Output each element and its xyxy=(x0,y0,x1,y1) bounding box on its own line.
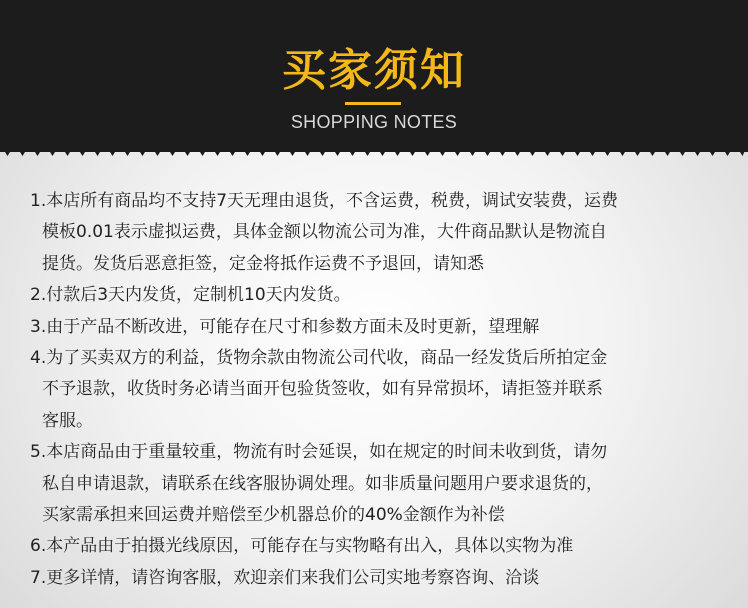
zigzag-edge xyxy=(0,144,748,162)
note-line: 7.更多详情，请咨询客服，欢迎亲们来我们公司实地考察咨询、洽谈 xyxy=(30,567,540,588)
note-item-6 xyxy=(30,531,730,562)
note-line: 6.本产品由于拍摄光线原因，可能存在与实物略有出入，具体以实物为准 xyxy=(30,536,574,557)
note-line: 4.为了买卖双方的利益，货物余款由物流公司代收，商品一经发货后所拍定金 xyxy=(30,348,608,369)
note-item-3 xyxy=(30,312,730,343)
note-line: 5.本店商品由于重量较重，物流有时会延误，如在规定的时间未收到货，请勿 xyxy=(30,442,608,463)
note-line: 模板0.01表示虚拟运费，具体金额以物流公司为准，大件商品默认是物流自 xyxy=(42,222,607,243)
note-item-2 xyxy=(30,280,730,311)
note-line: 不予退款，收货时务必请当面开包验货签收，如有异常损坏，请拒签并联系 xyxy=(42,379,603,400)
page-subtitle: SHOPPING NOTES xyxy=(290,112,458,132)
header-banner xyxy=(0,0,748,152)
notes-list xyxy=(30,186,730,594)
note-item-1 xyxy=(30,186,730,280)
note-line: 客服。 xyxy=(42,410,93,431)
note-line: 买家需承担来回运费并赔偿至少机器总价的40%金额作为补偿 xyxy=(42,505,505,526)
page-title: 买家须知 xyxy=(282,45,466,96)
title-underline xyxy=(345,102,401,105)
note-line: 1.本店所有商品均不支持7天无理由退货，不含运费，税费，调试安装费，运费 xyxy=(30,191,619,211)
note-line: 提货。发货后恶意拒签，定金将抵作运费不予退回，请知悉 xyxy=(42,253,484,274)
note-line: 2.付款后3天内发货，定制机10天内发货。 xyxy=(30,285,351,306)
note-item-7 xyxy=(30,563,730,594)
note-item-4 xyxy=(30,343,730,437)
note-item-5 xyxy=(30,437,730,531)
note-line: 私自申请退款，请联系在线客服协调处理。如非质量问题用户要求退货的， xyxy=(42,473,603,494)
note-line: 3.由于产品不断改进，可能存在尺寸和参数方面未及时更新，望理解 xyxy=(30,316,540,337)
